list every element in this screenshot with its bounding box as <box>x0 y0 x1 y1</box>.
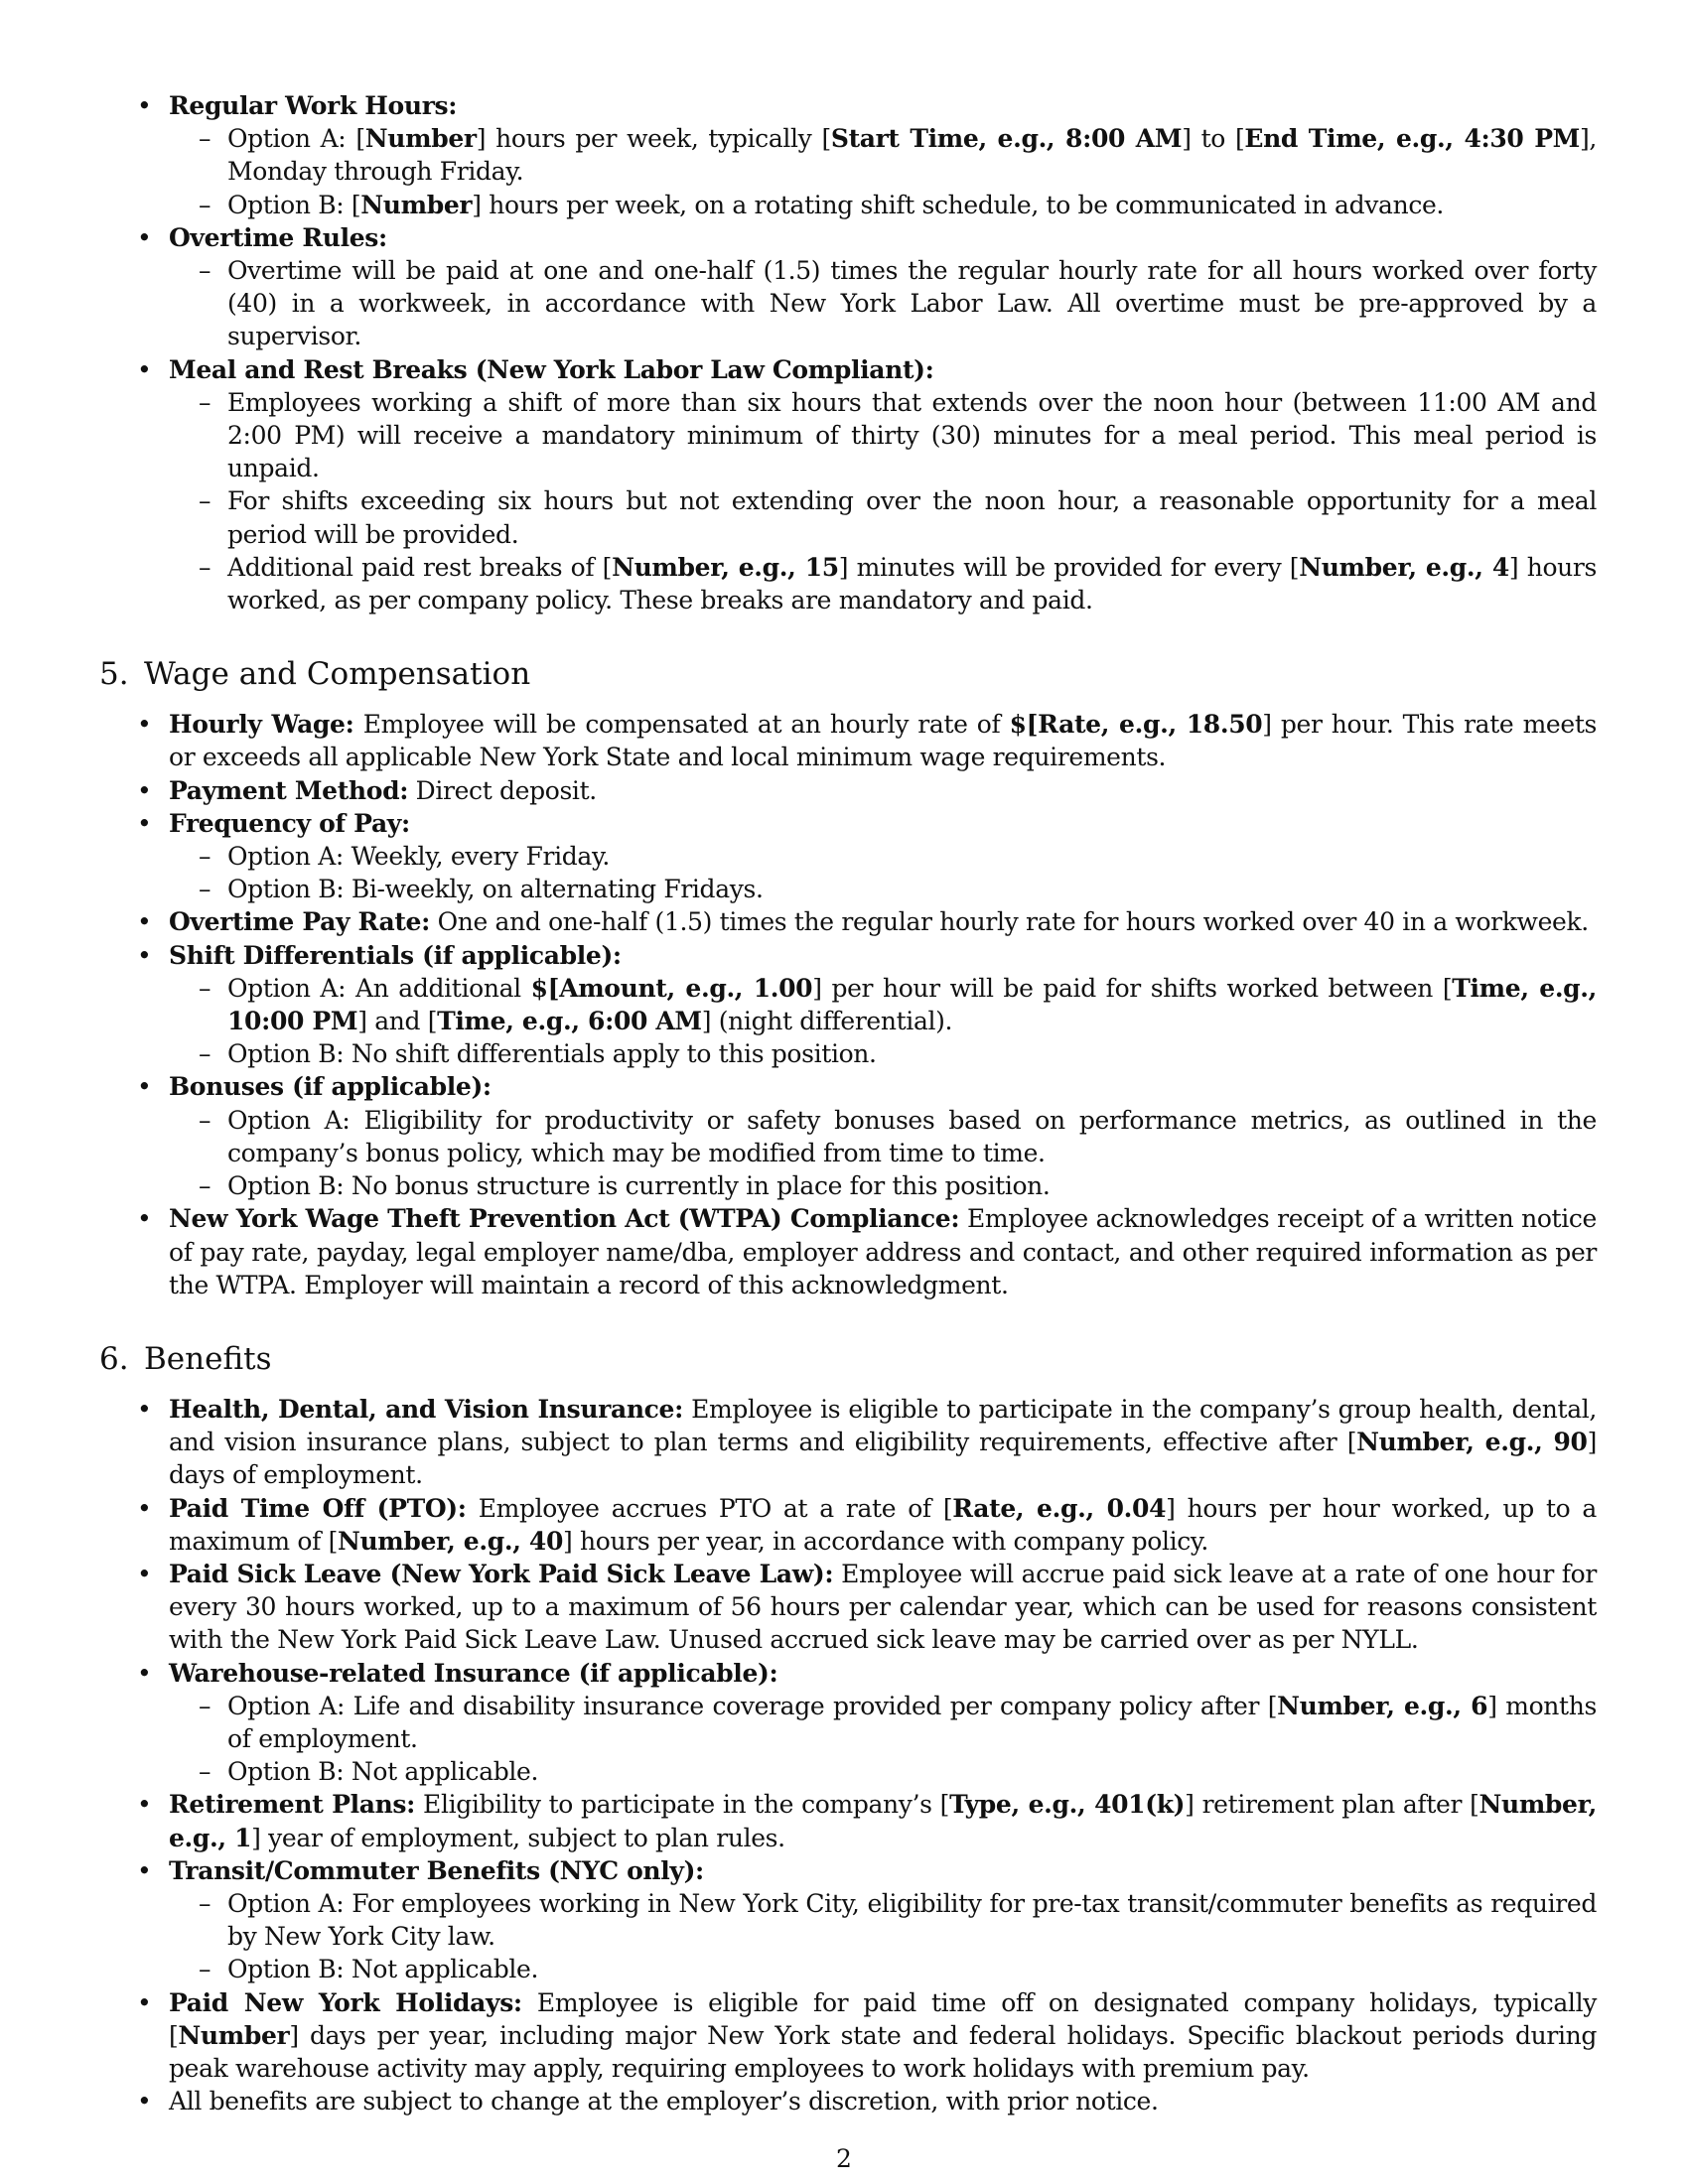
text: Direct deposit. <box>408 775 597 805</box>
item-label: Regular Work Hours: <box>169 91 458 120</box>
option-a <box>169 1690 1597 1755</box>
placeholder: Time, e.g., 10:00 PM <box>227 973 1598 1036</box>
section-heading-wage <box>99 654 1597 694</box>
placeholder: Number <box>364 124 477 154</box>
paid-sick-leave-item <box>99 1558 1597 1657</box>
shift-differentials-item <box>99 939 1597 1071</box>
text: ] hours per week, on a rotating shift schedule, to be communicated in advance. <box>472 190 1445 219</box>
item-label: Shift Differentials (if applicable): <box>169 940 622 970</box>
text: Option A: An additional <box>227 973 531 1003</box>
payment-method-item <box>99 774 1597 807</box>
frequency-of-pay-item <box>99 807 1597 906</box>
text: ] (night differential). <box>701 1007 953 1036</box>
text: ] per hour will be paid for shifts worked between [ <box>812 973 1453 1003</box>
option-b: – Option B: Not applicable. <box>169 1953 1597 1985</box>
text: Option A: [ <box>227 124 365 154</box>
text: ] per hour. This rate meets or exceeds all applicable New York State and local minimum wage requirements. <box>169 710 1597 772</box>
paid-holidays-item <box>99 1986 1597 2086</box>
sub-list <box>169 1887 1597 1986</box>
option-b: – Option B: Not applicable. <box>169 1755 1597 1788</box>
placeholder: Start Time, e.g., 8:00 AM <box>830 124 1183 154</box>
sub-list <box>169 972 1597 1071</box>
wage-list <box>99 708 1597 1301</box>
placeholder: Number, e.g., 6 <box>1277 1691 1488 1720</box>
section-title: Wage and Compensation <box>144 656 531 693</box>
text: ] hours worked, as per company policy. These breaks are mandatory and paid. <box>227 552 1597 615</box>
text: Employee will accrue paid sick leave at a rate of one hour for every 30 hours worked, up to a maximum of 56 hours per calendar year, which can be used for reasons consistent with the New York Paid Sick Leave Law. Unused accrued sick leave may be carried over as per NYLL. <box>169 1559 1597 1655</box>
text: Additional paid rest breaks of [ <box>227 552 613 582</box>
placeholder: Type, e.g., 401(k) <box>949 1790 1186 1820</box>
option-a <box>169 122 1597 188</box>
health-insurance-item <box>99 1393 1597 1492</box>
item-label: Warehouse-related Insurance (if applicable): <box>169 1658 778 1688</box>
text: ], Monday through Friday. <box>227 124 1598 187</box>
text: Employee is eligible to participate in the company’s group health, dental, and vision insurance plans, subject to plan terms and eligibility requirements, effective after [ <box>169 1394 1597 1457</box>
text: ] retirement plan after [ <box>1185 1790 1479 1820</box>
text: ] hours per year, in accordance with company policy. <box>563 1526 1208 1556</box>
overtime-pay-rate-item <box>99 905 1597 938</box>
section-number: 5. <box>99 656 129 693</box>
item-label: Transit/Commuter Benefits (NYC only): <box>169 1855 704 1885</box>
section-title: Benefits <box>144 1340 272 1377</box>
placeholder: $[Rate, e.g., 18.50 <box>1009 710 1263 740</box>
placeholder: $[Amount, e.g., 1.00 <box>530 973 813 1003</box>
work-hours-list <box>99 89 1597 616</box>
text: ] days per year, including major New York state and federal holidays. Specific blackout periods during peak warehouse activity may apply, requiring employees to work holidays with premium pay. <box>169 2020 1597 2083</box>
text: ] minutes will be provided for every [ <box>838 552 1300 582</box>
item-label: Payment Method: <box>169 775 409 805</box>
placeholder: Number, e.g., 90 <box>1356 1428 1588 1457</box>
placeholder: Number, e.g., 15 <box>612 552 839 582</box>
item-label: New York Wage Theft Prevention Act (WTPA) Compliance: <box>169 1204 960 1234</box>
option-b <box>169 189 1597 221</box>
item-label: Frequency of Pay: <box>169 808 410 838</box>
option-b: – Option B: No bonus structure is currently in place for this position. <box>169 1169 1597 1202</box>
sub-list <box>169 1104 1597 1203</box>
benefits-change-item: • All benefits are subject to change at the employer’s discretion, with prior notice. <box>99 2085 1597 2117</box>
pto-item <box>99 1492 1597 1558</box>
meal-text-a: – Employees working a shift of more than six hours that extends over the noon hour (between 11:00 AM and 2:00 PM) will receive a mandatory minimum of thirty (30) minutes for a meal period. This meal period is unpaid. <box>169 386 1597 485</box>
placeholder: Number, e.g., 1 <box>169 1790 1597 1852</box>
placeholder: Number <box>178 2020 290 2050</box>
item-label: Hourly Wage: <box>169 710 354 740</box>
text: ] to [ <box>1182 124 1245 154</box>
placeholder: Number, e.g., 40 <box>337 1526 564 1556</box>
text: Option A: Life and disability insurance coverage provided per company policy after [ <box>227 1691 1278 1720</box>
bonuses-item <box>99 1070 1597 1202</box>
placeholder: Rate, e.g., 0.04 <box>952 1493 1167 1523</box>
text: ] days of employment. <box>169 1428 1597 1490</box>
item-label: Bonuses (if applicable): <box>169 1072 492 1102</box>
section-number: 6. <box>99 1340 129 1377</box>
option-a: – Option A: For employees working in New York City, eligibility for pre-tax transit/commuter benefits as required by New York City law. <box>169 1887 1597 1953</box>
hourly-wage-item <box>99 708 1597 773</box>
item-label: Overtime Pay Rate: <box>169 907 430 937</box>
text: ] months of employment. <box>227 1691 1597 1753</box>
transit-benefits-item <box>99 1854 1597 1986</box>
regular-work-hours-item <box>99 89 1597 221</box>
sub-list <box>169 254 1597 353</box>
sub-list <box>169 1690 1597 1789</box>
item-label: Meal and Rest Breaks (New York Labor Law Compliant): <box>169 354 934 384</box>
sub-list <box>169 840 1597 905</box>
option-a <box>169 972 1597 1037</box>
sub-list <box>169 386 1597 616</box>
text: Employee acknowledges receipt of a written notice of pay rate, payday, legal employer name/dba, employer address and contact, and other required information as per the WTPA. Employer will maintain a record of this acknowledgment. <box>169 1204 1597 1299</box>
text: Option B: [ <box>227 190 361 219</box>
text: Eligibility to participate in the company’s [ <box>415 1790 950 1820</box>
item-label: Paid Time Off (PTO): <box>169 1493 467 1523</box>
warehouse-insurance-item <box>99 1657 1597 1789</box>
item-label: Paid Sick Leave (New York Paid Sick Leave Law): <box>169 1559 834 1588</box>
option-a: – Option A: Eligibility for productivity or safety bonuses based on performance metrics, as outlined in the company’s bonus policy, which may be modified from time to time. <box>169 1104 1597 1169</box>
sub-list <box>169 122 1597 221</box>
item-label: Paid New York Holidays: <box>169 1987 522 2017</box>
page-number: 2 <box>836 2144 852 2173</box>
meal-text-b: – For shifts exceeding six hours but not extending over the noon hour, a reasonable opportunity for a meal period will be provided. <box>169 484 1597 550</box>
text: Employee accrues PTO at a rate of [ <box>466 1493 953 1523</box>
wtpa-compliance-item <box>99 1202 1597 1301</box>
placeholder: Number, e.g., 4 <box>1299 552 1509 582</box>
placeholder: Time, e.g., 6:00 AM <box>437 1007 702 1036</box>
document-page <box>99 89 1597 2117</box>
text: ] and [ <box>357 1007 438 1036</box>
item-label: Overtime Rules: <box>169 222 387 252</box>
option-b: – Option B: No shift differentials apply to this position. <box>169 1037 1597 1070</box>
placeholder: Number <box>360 190 473 219</box>
text: Employee will be compensated at an hourly rate of <box>353 710 1010 740</box>
overtime-text: – Overtime will be paid at one and one-half (1.5) times the regular hourly rate for all hours worked over forty (40) in a workweek, in accordance with New York Labor Law. All overtime must be pre-approved by a supervisor. <box>169 254 1597 353</box>
benefits-list <box>99 1393 1597 2117</box>
option-b: – Option B: Bi-weekly, on alternating Fridays. <box>169 873 1597 905</box>
text: Employee is eligible for paid time off on designated company holidays, typically [ <box>169 1987 1597 2050</box>
text: ] hours per week, typically [ <box>476 124 831 154</box>
placeholder: End Time, e.g., 4:30 PM <box>1244 124 1580 154</box>
text: ] hours per hour worked, up to a maximum of [ <box>169 1493 1597 1556</box>
meal-rest-breaks-item <box>99 353 1597 617</box>
retirement-plans-item <box>99 1788 1597 1853</box>
overtime-rules-item <box>99 221 1597 353</box>
meal-text-c <box>169 551 1597 616</box>
option-a: – Option A: Weekly, every Friday. <box>169 840 1597 873</box>
text: One and one-half (1.5) times the regular hourly rate for hours worked over 40 in a workweek. <box>429 907 1589 937</box>
text: ] year of employment, subject to plan rules. <box>251 1823 785 1852</box>
item-label: Health, Dental, and Vision Insurance: <box>169 1394 683 1424</box>
section-heading-benefits <box>99 1339 1597 1379</box>
item-label: Retirement Plans: <box>169 1790 416 1820</box>
